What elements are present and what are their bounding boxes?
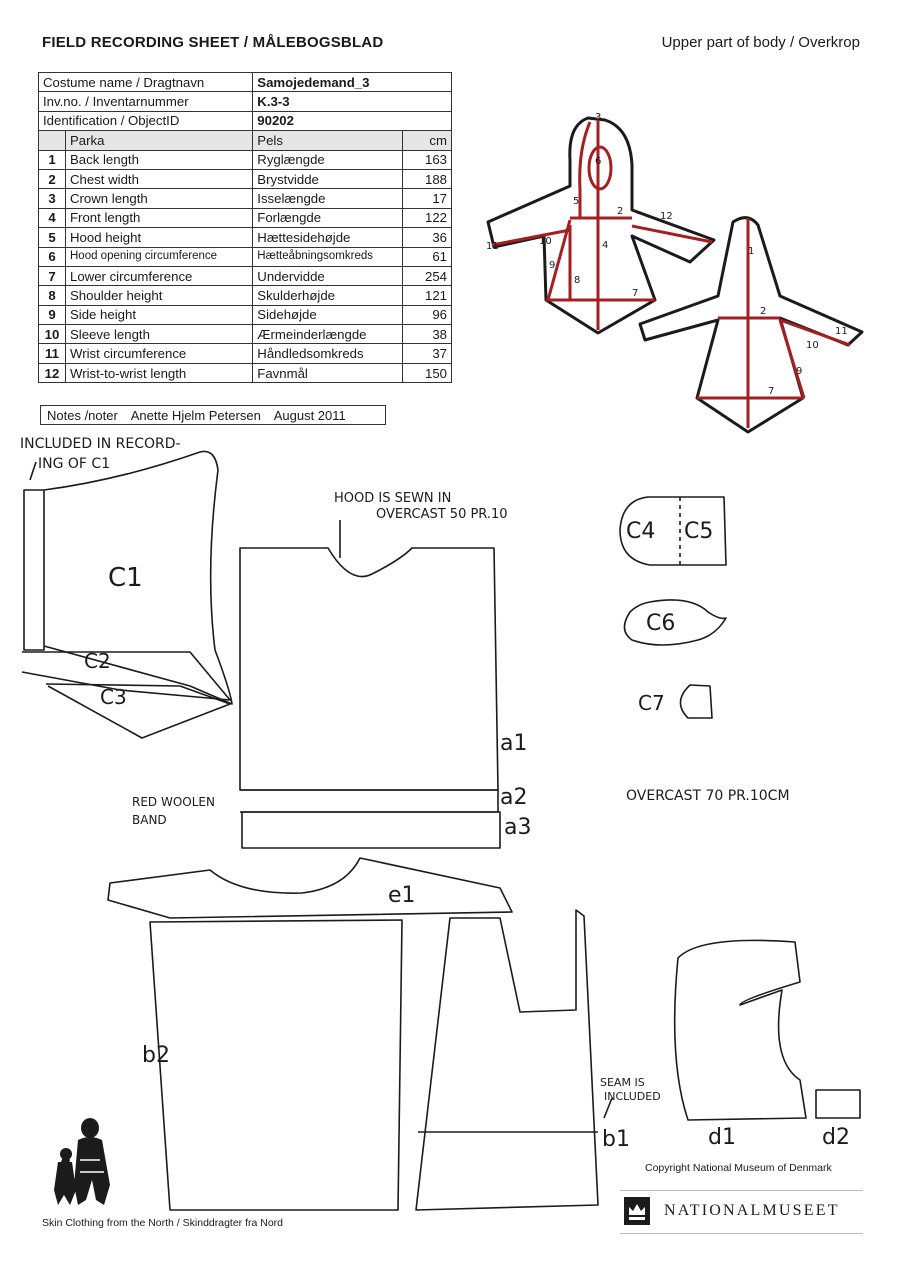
row-danish: Favnmål — [253, 363, 403, 382]
info-value: K.3-3 — [253, 92, 452, 111]
row-value: 121 — [403, 286, 452, 305]
row-value: 254 — [403, 266, 452, 285]
diagram-label: 6 — [595, 156, 602, 167]
notes-label: Notes /noter — [47, 408, 118, 423]
row-value: 37 — [403, 344, 452, 363]
info-value: Samojedemand_3 — [253, 73, 452, 92]
row-english: Shoulder height — [66, 286, 253, 305]
row-number: 3 — [39, 189, 66, 208]
row-danish: Hætteåbningsomkreds — [253, 247, 403, 266]
row-number: 11 — [39, 344, 66, 363]
piece-c7 — [680, 685, 712, 718]
row-english: Chest width — [66, 169, 253, 188]
row-value: 96 — [403, 305, 452, 324]
diagram-label: 7 — [632, 288, 639, 299]
row-danish: Sidehøjde — [253, 305, 403, 324]
row-value: 38 — [403, 325, 452, 344]
figures-illustration — [54, 1118, 110, 1205]
diagram-label: 9 — [549, 260, 556, 271]
note-included: INCLUDED IN RECORD- — [20, 436, 181, 452]
section-title: Upper part of body / Overkrop — [661, 34, 860, 51]
diagram-labels — [486, 112, 848, 397]
row-english: Wrist circumference — [66, 344, 253, 363]
note-included-2: ING OF C1 — [38, 456, 111, 472]
row-number: 9 — [39, 305, 66, 324]
diagram-label: 11 — [486, 241, 499, 252]
row-number: 10 — [39, 325, 66, 344]
label-c7: C7 — [638, 691, 665, 715]
diagram-label: 9 — [796, 366, 803, 377]
row-danish: Ryglængde — [253, 150, 403, 169]
diagram-label: 7 — [768, 386, 775, 397]
note-hood: HOOD IS SEWN IN — [334, 491, 452, 506]
note-red-band: RED WOOLEN — [132, 795, 215, 809]
label-b1: b1 — [602, 1127, 630, 1152]
row-value: 61 — [403, 247, 452, 266]
row-danish: Forlængde — [253, 208, 403, 227]
diagram-label: 8 — [574, 275, 581, 286]
piece-d1 — [675, 940, 806, 1120]
diagram-label: 3 — [595, 112, 602, 123]
row-english: Wrist-to-wrist length — [66, 363, 253, 382]
diagram-label: 1 — [748, 246, 755, 257]
notes-date: August 2011 — [273, 408, 346, 423]
piece-e1 — [108, 858, 512, 918]
label-d1: d1 — [708, 1125, 736, 1150]
row-value: 163 — [403, 150, 452, 169]
diagram-front-measures — [492, 118, 712, 330]
piece-a3 — [242, 812, 500, 848]
diagram-label: 4 — [602, 240, 609, 251]
label-a2: a2 — [500, 785, 528, 810]
header-danish: Pels — [253, 131, 403, 150]
label-a1: a1 — [500, 731, 528, 756]
label-e1: e1 — [388, 883, 416, 908]
row-english: Sleeve length — [66, 325, 253, 344]
row-value: 17 — [403, 189, 452, 208]
note-red-band-2: BAND — [132, 813, 167, 827]
piece-a1 — [240, 548, 498, 790]
pointer-included — [30, 462, 36, 480]
crown-crest-icon — [624, 1197, 650, 1225]
header-english: Parka — [66, 131, 253, 150]
footer-caption: Skin Clothing from the North / Skinddragter fra Nord — [42, 1217, 284, 1229]
label-a3: a3 — [504, 815, 532, 840]
info-label: Inv.no. / Inventarnummer — [39, 92, 253, 111]
row-english: Front length — [66, 208, 253, 227]
diagram-label: 5 — [573, 196, 580, 207]
row-value: 188 — [403, 169, 452, 188]
label-c2: C2 — [84, 649, 111, 673]
row-english: Lower circumference — [66, 266, 253, 285]
note-seam-2: INCLUDED — [604, 1090, 661, 1103]
row-english: Back length — [66, 150, 253, 169]
label-d2: d2 — [822, 1125, 850, 1150]
note-overcast: OVERCAST 70 PR.10CM — [626, 788, 790, 804]
note-hood-2: OVERCAST 50 PR.10 — [376, 507, 508, 522]
row-number: 6 — [39, 247, 66, 266]
row-number: 12 — [39, 363, 66, 382]
info-label: Costume name / Dragtnavn — [39, 73, 253, 92]
header-unit: cm — [403, 131, 452, 150]
row-danish: Skulderhøjde — [253, 286, 403, 305]
info-value: 90202 — [253, 111, 452, 130]
pattern-pieces — [22, 451, 860, 1210]
notes-author: Anette Hjelm Petersen — [130, 408, 261, 423]
row-number: 8 — [39, 286, 66, 305]
label-b2: b2 — [142, 1043, 170, 1068]
label-c6: C6 — [646, 611, 676, 636]
museum-name: NATIONALMUSEET — [664, 1202, 840, 1219]
row-danish: Undervidde — [253, 266, 403, 285]
diagram-label: 11 — [835, 326, 848, 337]
row-danish: Ærmeinderlængde — [253, 325, 403, 344]
piece-d2 — [816, 1090, 860, 1118]
sheet-title: FIELD RECORDING SHEET / MÅLEBOGSBLAD — [42, 34, 384, 51]
row-number: 2 — [39, 169, 66, 188]
label-c4: C4 — [626, 519, 656, 544]
copyright-text: Copyright National Museum of Denmark — [645, 1162, 832, 1174]
row-english: Crown length — [66, 189, 253, 208]
label-c5: C5 — [684, 519, 714, 544]
piece-b1 — [416, 910, 598, 1210]
row-value: 36 — [403, 228, 452, 247]
diagram-label: 2 — [617, 206, 624, 217]
row-danish: Brystvidde — [253, 169, 403, 188]
row-value: 150 — [403, 363, 452, 382]
piece-b2 — [150, 920, 402, 1210]
row-number: 1 — [39, 150, 66, 169]
row-number: 7 — [39, 266, 66, 285]
row-number: 4 — [39, 208, 66, 227]
piece-a2 — [240, 790, 498, 812]
diagram-label: 10 — [806, 340, 819, 351]
row-danish: Isselængde — [253, 189, 403, 208]
label-c3: C3 — [100, 685, 127, 709]
row-danish: Håndledsomkreds — [253, 344, 403, 363]
note-seam: SEAM IS — [600, 1076, 645, 1089]
row-value: 122 — [403, 208, 452, 227]
diagram-label: 2 — [760, 306, 767, 317]
row-english: Side height — [66, 305, 253, 324]
row-english: Hood opening circumference — [66, 247, 253, 266]
row-number: 5 — [39, 228, 66, 247]
row-danish: Hættesidehøjde — [253, 228, 403, 247]
row-english: Hood height — [66, 228, 253, 247]
diagram-label: 12 — [660, 211, 673, 222]
info-label: Identification / ObjectID — [39, 111, 253, 130]
diagram-label: 10 — [539, 236, 552, 247]
museum-logo — [620, 1190, 863, 1234]
label-c1: C1 — [108, 563, 143, 593]
